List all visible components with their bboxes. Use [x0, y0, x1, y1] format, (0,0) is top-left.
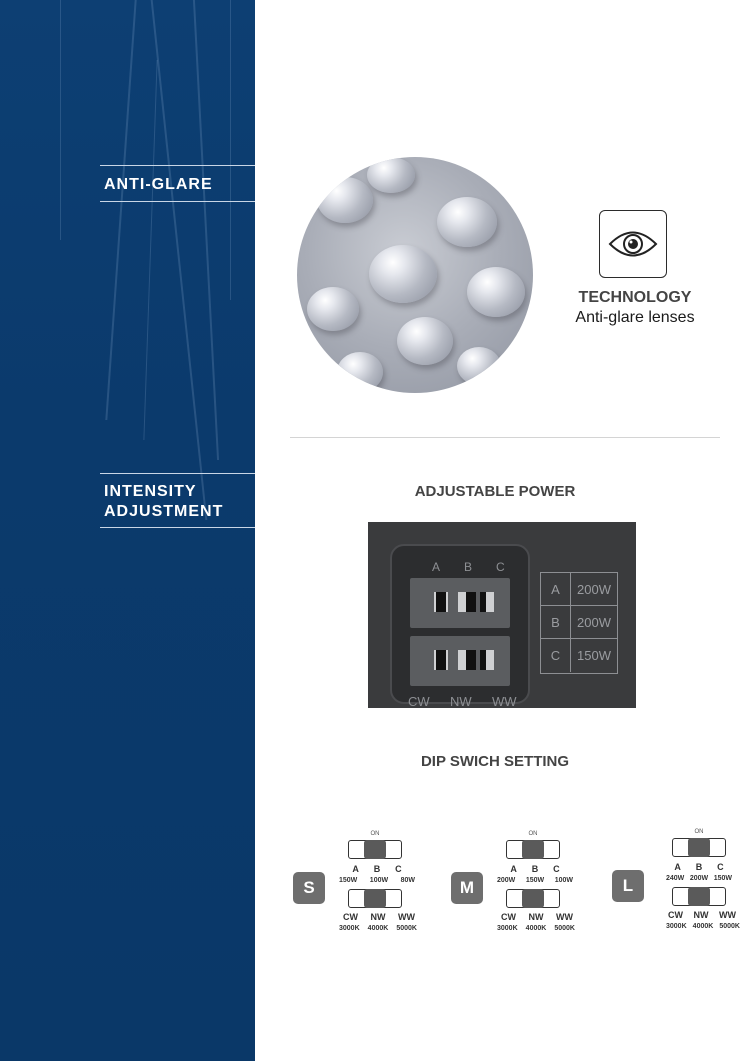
power-key: B: [541, 606, 571, 639]
cct-labels: [501, 912, 573, 922]
section-divider: [290, 437, 720, 438]
wattage-values: [339, 877, 415, 884]
switch-letter: B: [695, 862, 703, 872]
cct-label: NW: [528, 912, 544, 922]
power-table-row: [541, 639, 617, 672]
on-label: ON: [528, 831, 538, 837]
power-dip-switch: [506, 840, 560, 859]
power-table-row: [541, 573, 617, 606]
kelvin-value: 3000K: [497, 925, 518, 932]
on-label: ON: [694, 829, 704, 835]
switch-letter: C: [553, 864, 560, 874]
light-streak: [60, 0, 61, 240]
lens-bubble: [337, 352, 383, 392]
switch-knob: [436, 650, 446, 670]
heading-rule-top: [100, 473, 255, 474]
lens-bubble: [437, 197, 497, 247]
cct-label: NW: [450, 694, 472, 709]
switch-letters: [667, 862, 731, 872]
cct-dip-switch: [506, 889, 560, 908]
dip-group-s: [293, 828, 453, 938]
lens-bubble: [367, 157, 415, 193]
intensity-heading-line2: ADJUSTMENT: [104, 503, 224, 520]
dip-group-m: [451, 828, 611, 938]
wattage-value: 100W: [369, 877, 389, 884]
light-streak: [230, 0, 231, 300]
switch-letter: C: [717, 862, 724, 872]
switch-knob: [364, 889, 386, 908]
on-label: ON: [370, 831, 380, 837]
wattage-value: 150W: [713, 875, 732, 882]
cct-dip-switch: [410, 636, 510, 686]
lens-bubble: [467, 267, 525, 317]
power-switch-photo: [368, 522, 636, 708]
cct-label: NW: [693, 910, 709, 920]
kelvin-value: 5000K: [396, 925, 417, 932]
lens-bubble: [369, 245, 437, 303]
switch-letter: A: [674, 862, 681, 872]
wattage-values: [666, 875, 732, 882]
switch-letter: C: [395, 864, 402, 874]
switch-letter: A: [352, 864, 359, 874]
switch-knob: [480, 650, 486, 670]
switch-knob: [688, 887, 710, 906]
wattage-value: 100W: [554, 877, 573, 884]
cct-dip-switch: [348, 889, 402, 908]
switch-knob: [466, 650, 476, 670]
switch-letter: B: [373, 864, 381, 874]
kelvin-value: 3000K: [666, 923, 687, 930]
kelvin-values: [497, 925, 575, 932]
sidebar-panel: [0, 0, 255, 1061]
power-dip-switch: [348, 840, 402, 859]
switch-knob: [522, 889, 544, 908]
lens-bubble: [307, 287, 359, 331]
wattage-value: 200W: [497, 877, 516, 884]
size-badge: S: [293, 872, 325, 904]
switch-letter: A: [432, 560, 441, 574]
eye-icon: [600, 211, 666, 277]
wattage-values: [497, 877, 573, 884]
power-key: C: [541, 639, 571, 672]
dip-setting-title: DIP SWICH SETTING: [420, 753, 570, 770]
cct-label: WW: [556, 912, 573, 922]
kelvin-value: 5000K: [554, 925, 575, 932]
technology-badge: [599, 210, 667, 278]
cct-dip-switch: [672, 887, 726, 906]
cct-label: CW: [343, 912, 358, 922]
switch-letter: A: [510, 864, 517, 874]
switch-letters: [503, 864, 567, 874]
lens-bubble: [317, 177, 373, 223]
size-badge: M: [451, 872, 483, 904]
cct-label: CW: [668, 910, 683, 920]
lens-bubble: [397, 317, 453, 365]
light-streak: [105, 0, 136, 420]
power-value: 150W: [577, 648, 611, 663]
light-streak: [193, 0, 219, 460]
cct-label: WW: [719, 910, 736, 920]
kelvin-values: [666, 923, 740, 930]
power-dip-switch: [410, 578, 510, 628]
heading-rule-top: [100, 165, 255, 166]
power-value: 200W: [577, 582, 611, 597]
power-value: 200W: [577, 615, 611, 630]
technology-title: TECHNOLOGY: [578, 289, 692, 306]
kelvin-value: 4000K: [525, 925, 547, 932]
kelvin-values: [339, 925, 417, 932]
heading-rule-bottom: [100, 527, 255, 528]
kelvin-value: 5000K: [719, 923, 740, 930]
cct-label: WW: [398, 912, 415, 922]
switch-knob: [466, 592, 476, 612]
switch-letters: [345, 864, 409, 874]
power-table: [540, 572, 618, 674]
cct-labels: [343, 912, 415, 922]
switch-letter: B: [464, 560, 473, 574]
dip-group-l: [612, 826, 747, 936]
adjustable-power-title: ADJUSTABLE POWER: [414, 483, 576, 500]
intensity-heading-line1: INTENSITY: [104, 483, 197, 500]
wattage-value: 80W: [400, 877, 415, 884]
anti-glare-lens-photo: [297, 157, 533, 393]
power-key: A: [541, 573, 571, 606]
switch-knob: [364, 840, 386, 859]
kelvin-value: 3000K: [339, 925, 360, 932]
kelvin-value: 4000K: [367, 925, 389, 932]
switch-letter: C: [496, 560, 505, 574]
wattage-value: 200W: [689, 875, 709, 882]
switch-knob: [480, 592, 486, 612]
light-streak: [143, 60, 157, 440]
wattage-value: 150W: [339, 877, 358, 884]
cct-label: NW: [370, 912, 386, 922]
kelvin-value: 4000K: [692, 923, 714, 930]
power-dip-switch: [672, 838, 726, 857]
cct-label: CW: [501, 912, 516, 922]
switch-knob: [522, 840, 544, 859]
heading-rule-bottom: [100, 201, 255, 202]
power-table-row: [541, 606, 617, 639]
switch-housing: [390, 544, 530, 709]
switch-knob: [436, 592, 446, 612]
lens-bubble: [457, 347, 501, 385]
size-badge: L: [612, 870, 644, 902]
wattage-value: 240W: [666, 875, 685, 882]
switch-letter: B: [531, 864, 539, 874]
cct-label: CW: [408, 694, 430, 709]
switch-knob: [688, 838, 710, 857]
anti-glare-heading: ANTI-GLARE: [104, 176, 213, 193]
cct-label: WW: [492, 694, 517, 709]
technology-subtitle: Anti-glare lenses: [575, 309, 695, 326]
wattage-value: 150W: [525, 877, 545, 884]
cct-labels: [668, 910, 736, 920]
